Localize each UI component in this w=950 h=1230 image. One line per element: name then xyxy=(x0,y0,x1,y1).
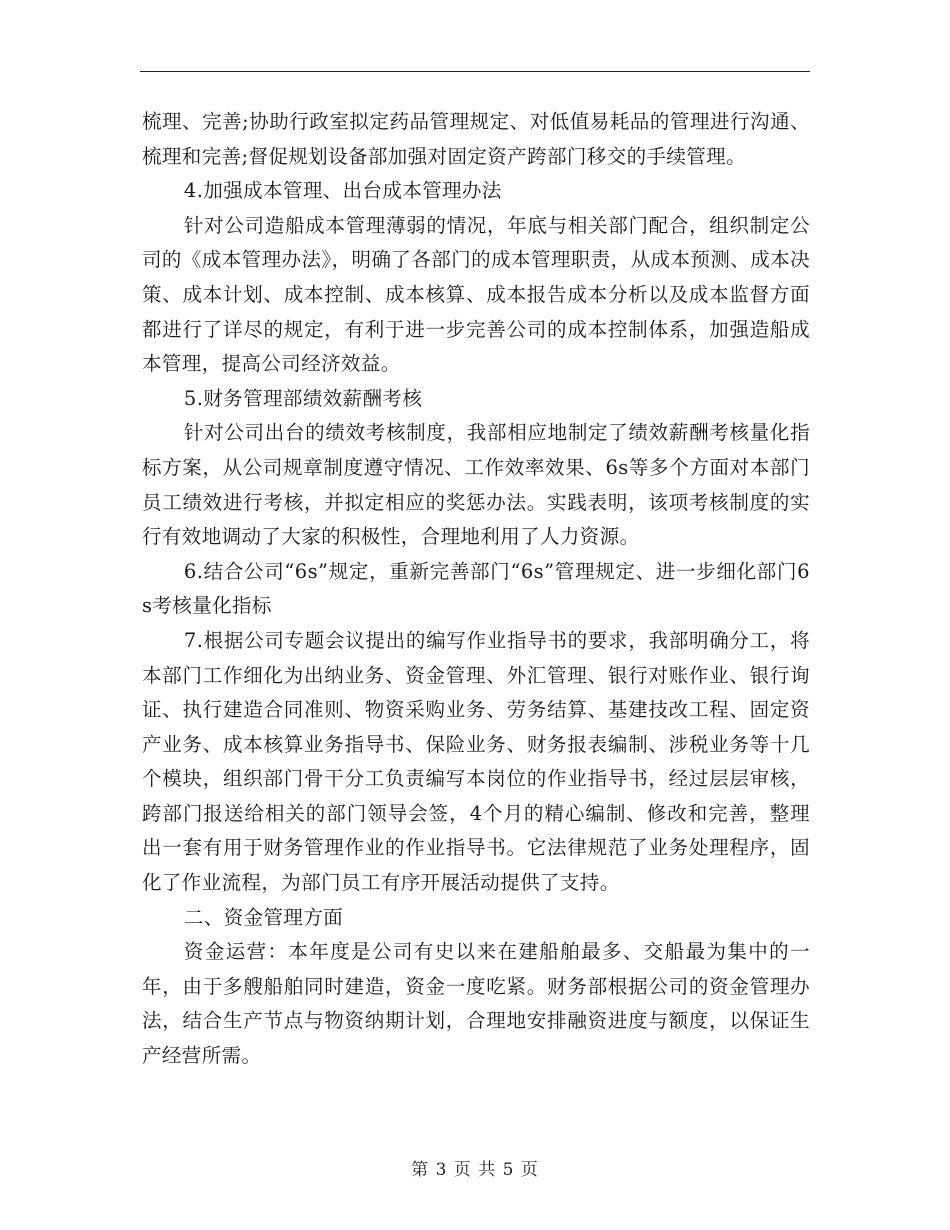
heading-6s: 6.结合公司“6s”规定，重新完善部门“6s”管理规定、进一步细化部门6s考核量化指标 xyxy=(142,559,810,618)
paragraph-cost-management: 针对公司造船成本管理薄弱的情况，年底与相关部门配合，组织制定公司的《成本管理办法》，明确了各部门的成本管理职责，从成本预测、成本决策、成本计划、成本控制、成本核算、成本报告成本分析以及成本监督方面都进行了详尽的规定，有利于进一步完善公司的成本控制体系，加强造船成本管理，提高公司经济效益。 xyxy=(142,213,810,376)
paragraph-performance-pay: 针对公司出台的绩效考核制度，我部相应地制定了绩效薪酬考核量化指标方案，从公司规章制度遵守情况、工作效率效果、6s等多个方面对本部门员工绩效进行考核，并拟定相应的奖惩办法。实践表明，该项考核制度的实行有效地调动了大家的积极性，合理地利用了人力资源。 xyxy=(142,421,810,549)
page-number: 第 3 页 共 5 页 xyxy=(411,1160,539,1180)
paragraph-continuation: 梳理、完善;协助行政室拟定药品管理规定、对低值易耗品的管理进行沟通、梳理和完善;督促规划设备部加强对固定资产跨部门移交的手续管理。 xyxy=(142,110,810,168)
heading-performance-pay: 5.财务管理部绩效薪酬考核 xyxy=(183,386,423,410)
paragraph-work-instructions: 7.根据公司专题会议提出的编写作业指导书的要求，我部明确分工，将本部门工作细化为出纳业务、资金管理、外汇管理、银行对账作业、银行询证、执行建造合同准则、物资采购业务、劳务结算、基建技改工程、固定资产业务、成本核算业务指导书、保险业务、财务报表编制、涉税业务等十几个模块，组织部门骨干分工负责编写本岗位的作业指导书，经过层层审核，跨部门报送给相关的部门领导会签，4个月的精心编制、修改和完善，整理出一套有用于财务管理作业的作业指导书。它法律规范了业务处理程序，固化了作业流程，为部门员工有序开展活动提供了支持。 xyxy=(142,628,810,895)
paragraph-fund-operation: 资金运营：本年度是公司有史以来在建船舶最多、交船最为集中的一年，由于多艘船舶同时建造，资金一度吃紧。财务部根据公司的资金管理办法，结合生产节点与物资纳期计划，合理地安排融资进度与额度，以保证生产经营所需。 xyxy=(142,940,810,1068)
header-rule xyxy=(140,71,810,72)
heading-cost-management: 4.加强成本管理、出台成本管理办法 xyxy=(183,179,502,203)
heading-fund-management: 二、资金管理方面 xyxy=(183,905,344,929)
document-body xyxy=(142,105,810,1074)
